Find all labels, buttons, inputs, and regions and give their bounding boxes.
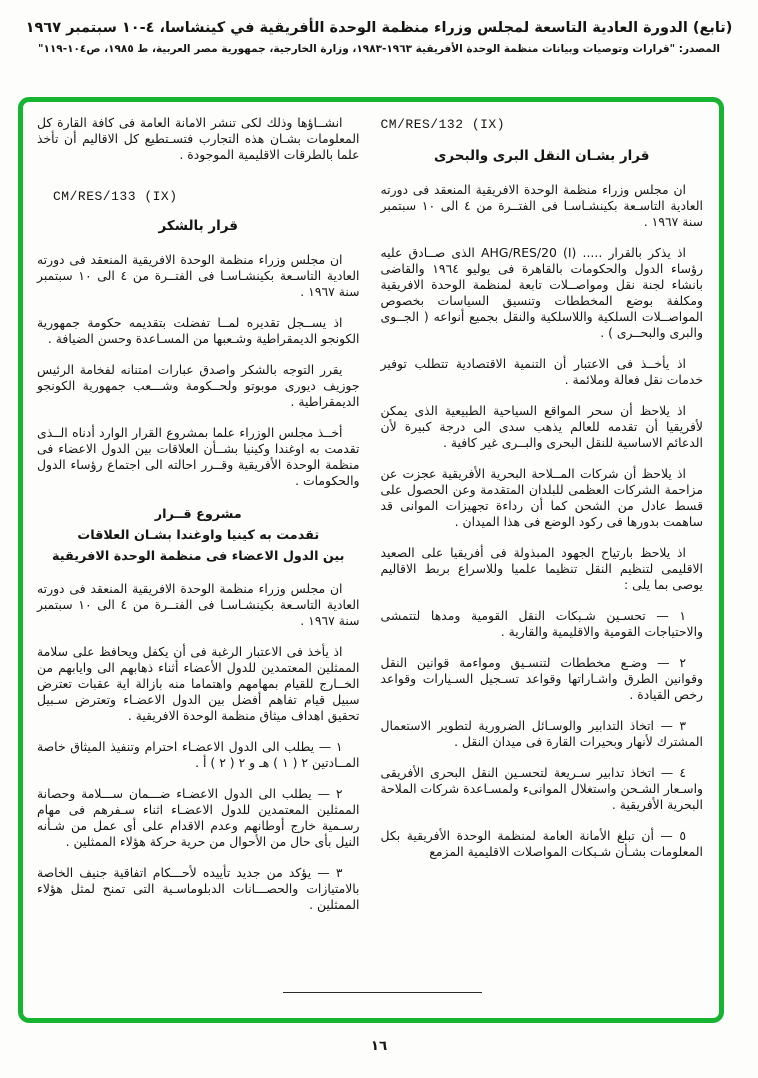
session-title: (تابع) الدورة العادية التاسعة لمجلس وزراء منظمة الوحدة الأفريقية في كينشاسا، ٤-١٠ سبتمبر ١٩٦٧ bbox=[25, 20, 733, 36]
resolution-133-heading: قرار بالشكر bbox=[158, 218, 239, 234]
paragraph: اذ يذكر بالقرار ..... ⁦AHG/RES/20 (I)⁩ الذى صــادق عليه رؤساء الدول والحكومات بالقاهرة فى يوليو ١٩٦٤ والقاضى بانشاء لجنة نقل ومواصــلات تابعة لمنظمة الوحدة الافريقية ومكلفة بوضع المخططات وتنسيق السياسات بخصوص المواصــلات السلكية واللاسلكية والنقل بجميع أنواعه ( الجــوى والبرى والبحــرى ) . bbox=[380, 245, 703, 340]
resolution-132-heading: قرار بشـان النقل البرى والبحرى bbox=[434, 148, 650, 164]
paragraph: اذ يلاحظ بارتياح الجهود المبذولة فى أفريقيا على الصعيد الاقليمى لتنظيم النقل تنظيما علميا وللاسراع بربط الاقاليم يوصى بما يلى : bbox=[380, 545, 703, 592]
numbered-item: ٢ — وضـع مخططات لتنسـيق ومواءمة قوانين النقل وقوانين الطرق واشـاراتها وقواعد تسـجيل السـيارات وقواعد رخص القيادة . bbox=[380, 655, 703, 702]
draft-heading-line: تقدمت به كينيا واوغندا بشـان العلاقات bbox=[77, 528, 320, 543]
paragraph: اذ يأخذ فى الاعتبار الرغبة فى أن يكفل ويحافظ على سلامة الممثلين المعتمدين للدول الأعضاء أثناء ذهابهم الى وايابهم من الخــارج للقيام بمهامهم واهتماما منه بازالة اية عقبات تعترض سبيل قيام تفاهم أفضل بين الدول الاعضـاء وتعترض سـبيل تحقيق اهداف ميثاق منظمة الوحدة الافريقية . bbox=[37, 644, 360, 723]
green-border-box bbox=[18, 97, 724, 1023]
numbered-item: ٣ — اتخاذ التدابير والوسـائل الضرورية لتطوير الاستعمال المشترك لأنهار وبحيرات القارة فى ميدان النقل . bbox=[380, 718, 703, 749]
right-column bbox=[381, 115, 704, 1018]
page-header bbox=[0, 20, 758, 55]
paragraph: ان مجلس وزراء منظمة الوحدة الافريقية المنعقد فى دورته العادية التاسـعة بكينشـاسـا فى الفتــرة من ٤ الى ١٠ سبتمبر سنة ١٩٦٧ . bbox=[37, 581, 360, 628]
paragraph: اذ يســجل تقديره لمــا تفضلت بتقديمه حكومة جمهورية الكونجو الديمقراطية وشـعبها من المسـاعدة وحسن الضيافة . bbox=[37, 315, 360, 346]
left-column bbox=[37, 115, 360, 1018]
paragraph: اذ يأخــذ فى الاعتبار أن التنمية الاقتصادية تتطلب توفير خدمات نقل فعالة وملائمة . bbox=[380, 356, 703, 387]
paragraph: اذ يلاحظ أن شركات المــلاحة البحرية الأفريقية عجزت عن مزاحمة الشركات العظمى للبلدان المتقدمة وعن الحصول على قسط عادل من الشحن كما أن رداءة تجهيزات الموانى قد ساهمت بدورها فى ركود الوضع فى هذا الميدان . bbox=[380, 466, 703, 529]
paragraph: ان مجلس وزراء منظمة الوحدة الافريقية المنعقد فى دورته العادية التاسـعة بكينشـاسـا فى الفتــرة من ٤ الى ١٠ سبتمبر سنة ١٩٦٧ . bbox=[37, 252, 360, 299]
numbered-item: ٢ — يطلب الى الدول الاعضـاء ضـــمان ســـلامة وحصانة الممثلين المعتمدين للدول الاعضـاء اثناء سـفرهم فى مهام رسـمية خارج أوطانهم وعدم الاقدام على أى عمل من شـأنه النيل بأى حال من الأحوال من حرية حركة هؤلاء الممثلين . bbox=[37, 786, 360, 849]
resolution-ref-132: CM/RES/132 (IX) bbox=[380, 117, 506, 132]
paragraph: ان مجلس وزراء منظمة الوحدة الافريقية المنعقد فى دورته العادية التاسـعة بكينشـاسـا فى الفتــرة من ٤ الى ١٠ سبتمبر سنة ١٩٦٧ . bbox=[380, 182, 703, 229]
draft-heading-line: بين الدول الاعضاء فى منظمة الوحدة الافريقية bbox=[52, 549, 345, 564]
paragraph: أخــذ مجلس الوزراء علما بمشروع القرار الوارد أدناه الــذى تقدمت به اوغندا وكينيا بشــأن العلاقات بين الدول الاعضاء فى منظمة الوحدة الأفريقية وقــرر احالته الى اجتماع رؤساء الدول والحكومات . bbox=[37, 425, 360, 488]
draft-heading-line: مشروع قــرار bbox=[154, 507, 242, 522]
numbered-item: ١ — يطلب الى الدول الاعضـاء احترام وتنفيذ الميثاق خاصة المــادتين ٢ ( ١ ) هـ و ٢ ( ٢ ) أ . bbox=[37, 739, 360, 770]
paragraph: اذ يلاحظ أن سحر المواقع السياحية الطبيعية الذى يمكن لأفريقيا أن تقدمه للعالم يذهب سدى الى درجة كبيرة لأن الدعائم الاساسية للنقل البحرى والبــرى غير كافية . bbox=[380, 403, 703, 450]
numbered-item: ٣ — يؤكد من جديد تأييده لأحـــكام اتفاقية جنيف الخاصة بالامتيازات والحصـــانات الدبلوماسـية التى تمنح لمثل هؤلاء الممثلين . bbox=[37, 865, 360, 912]
source-citation: المصدر: "قرارات وتوصيات وبيانات منظمة الوحدة الأفريقية ١٩٦٣-١٩٨٣، وزارة الخارجية، جمهورية مصر العربية، ط ١٩٨٥، ص١٠٤-١١٩" bbox=[38, 43, 720, 55]
resolution-ref-133: CM/RES/133 (IX) bbox=[53, 189, 178, 204]
continuation-paragraph: انشــاؤها وذلك لكى تنشر الامانة العامة فى كافة القارة كل المعلومات بشـان هذه التجارب فتسـتطيع كل الاقاليم أن تأخذ علما بالطرقات الاقليمية الموجودة . bbox=[37, 115, 360, 162]
draft-resolution-heading bbox=[37, 504, 360, 567]
numbered-item: ٤ — اتخاذ تدابير سـريعة لتحسـين النقل البحرى الأفريقى واسـعار الشـحن واستغلال الموانىء ولمسـاعدة شركات الملاحة البحرية الأفريقية . bbox=[380, 765, 703, 812]
footnote-divider bbox=[283, 992, 482, 993]
page-number: ١٦ bbox=[370, 1038, 388, 1054]
paragraph: يقرر التوجه بالشكر واصدق عبارات امتنانه لفخامة الرئيس جوزيف ديورى موبوتو ولحــكومة وشـــعب جمهورية الكونجو الديمقراطية . bbox=[37, 362, 360, 409]
numbered-item: ٥ — أن تبلغ الأمانة العامة لمنظمة الوحدة الأفريقية بكل المعلومات بشـأن شـبكات المواصلات الاقليمية المزمع bbox=[380, 828, 703, 859]
numbered-item: ١ — تحسـين شـبكات النقل القومية ومدها لتتمشى والاحتياجات القومية والاقليمية والقارية . bbox=[380, 608, 703, 639]
two-column-layout bbox=[23, 102, 719, 1018]
